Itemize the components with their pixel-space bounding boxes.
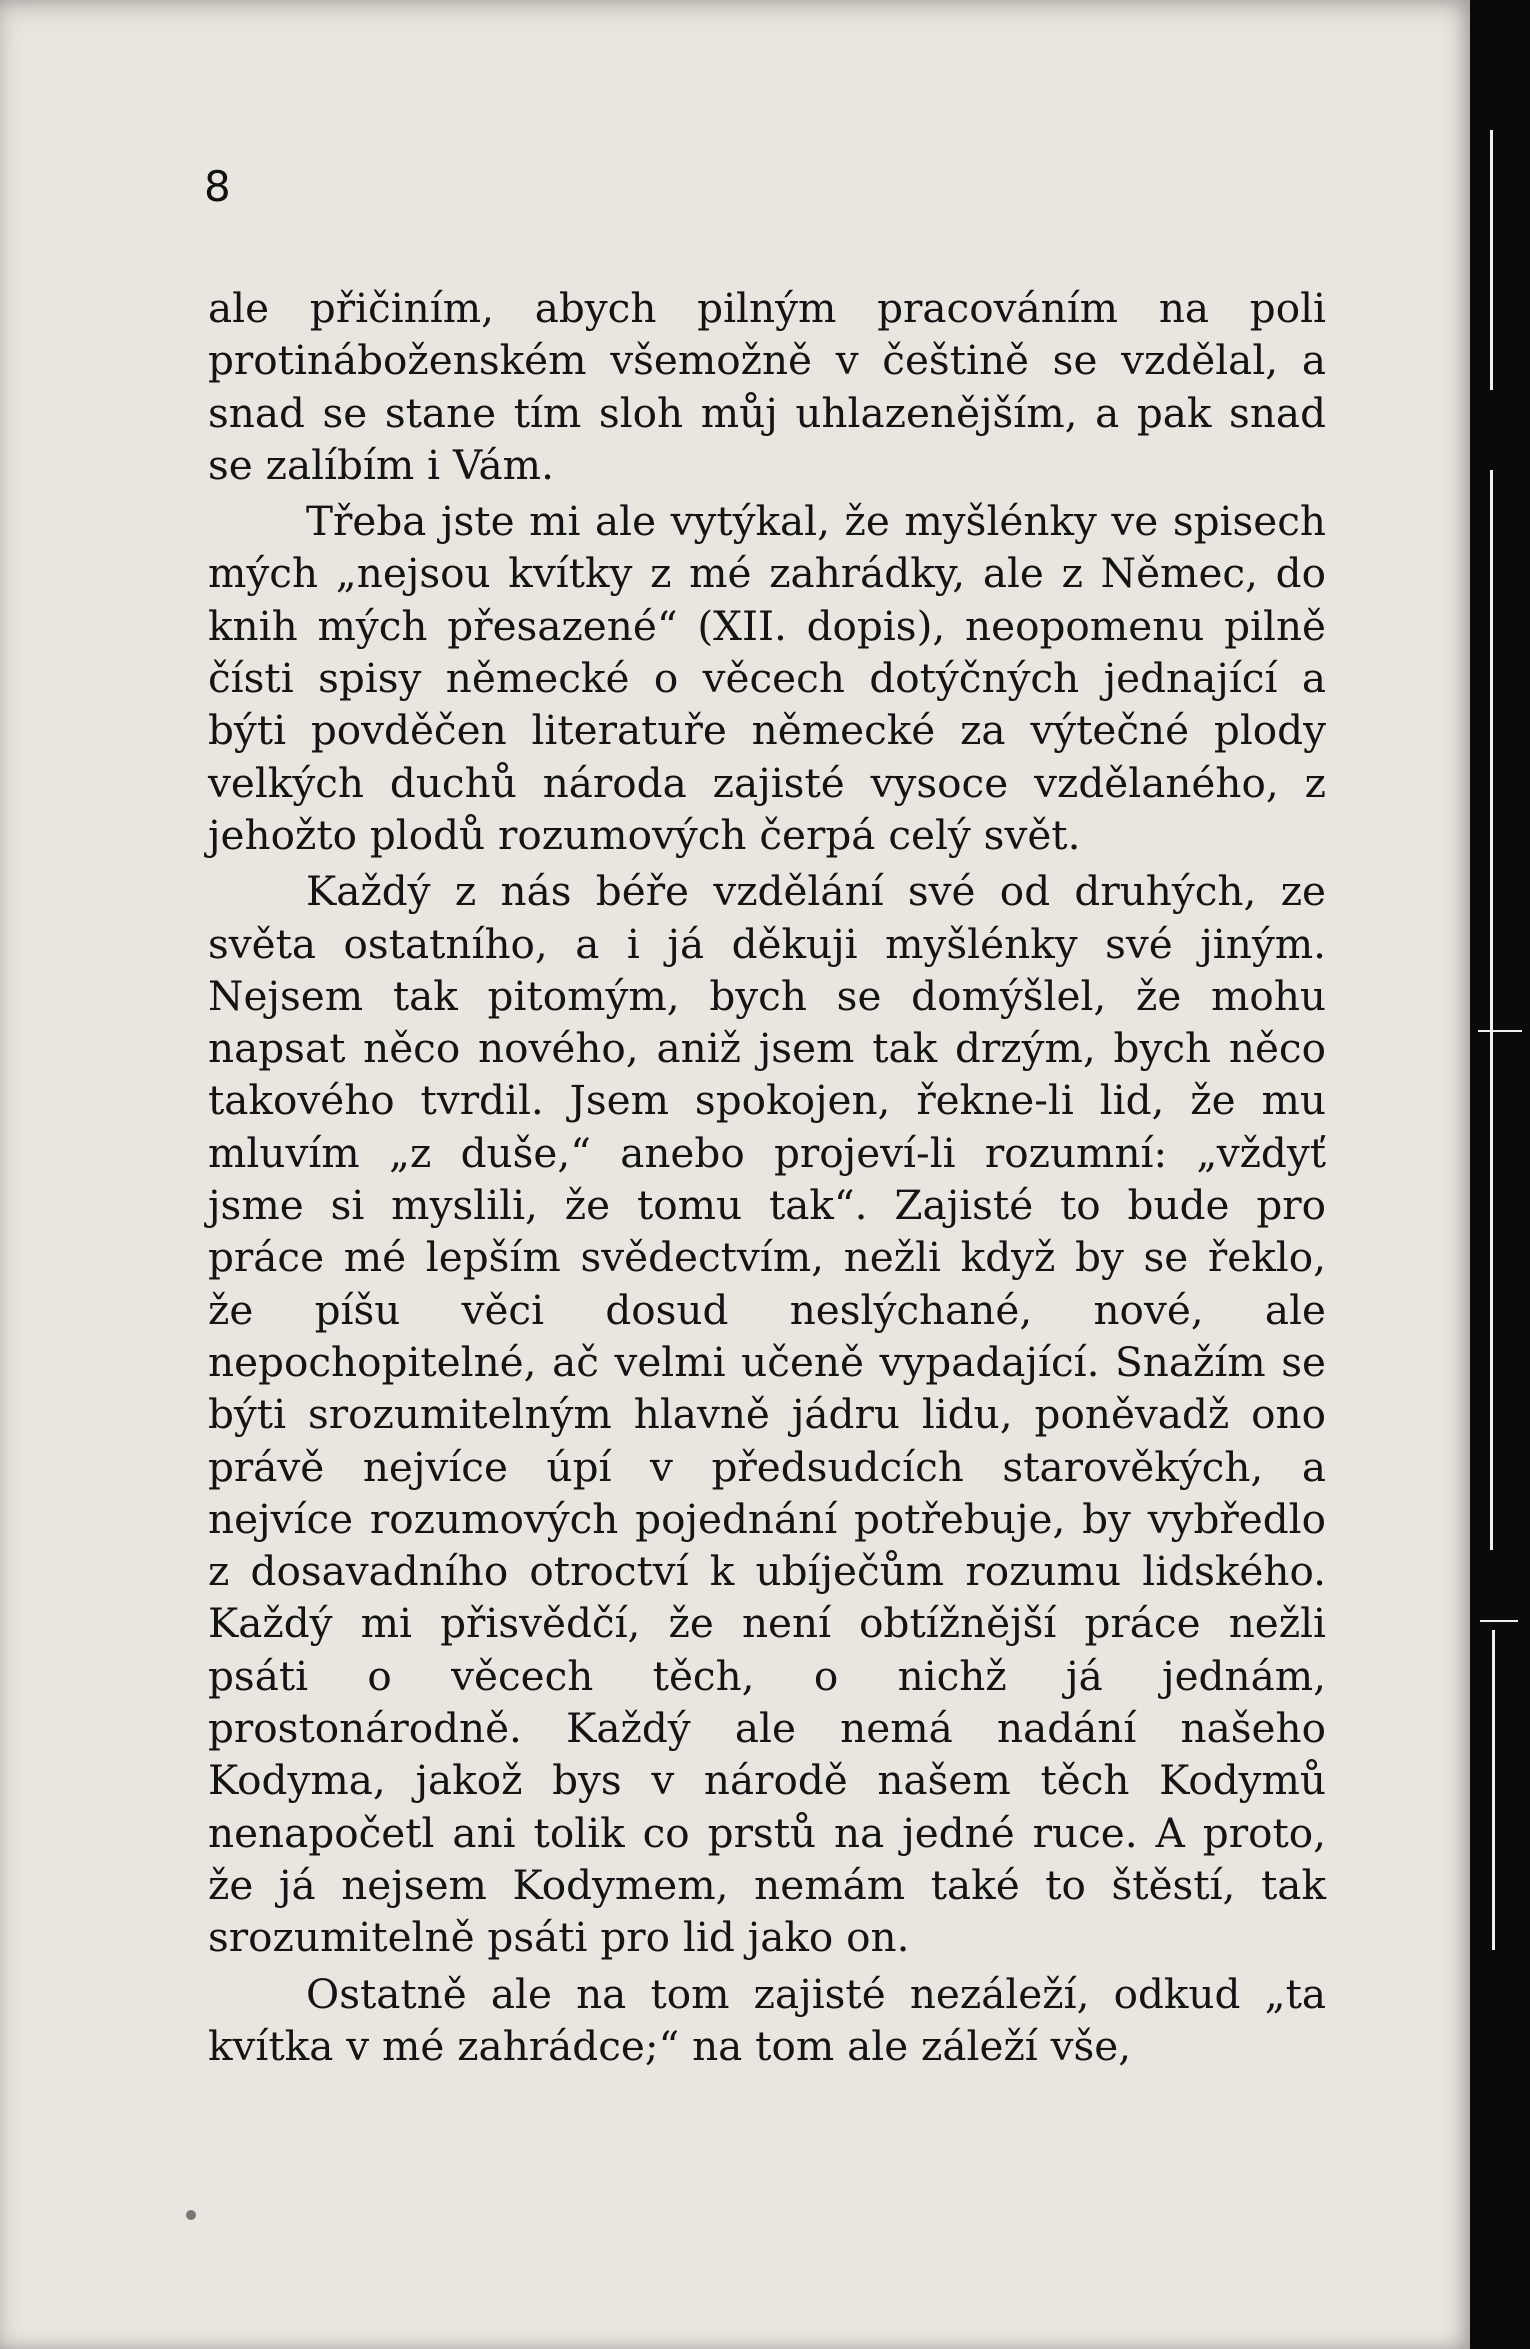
- page-text: [208, 282, 1326, 2076]
- page-number: 8: [204, 162, 231, 211]
- paragraph-1: ale přičiním, abych pilným pracováním na poli protináboženském všemožně v češtině se vzdělal, a snad se stane tím sloh můj uhlazenějším, a pak snad se zalíbím i Vám.: [208, 284, 1326, 489]
- binding-line: [1490, 130, 1493, 390]
- paragraph-4: Ostatně ale na tom zajisté nezáleží, odkud „ta kvítka v mé zahrádce;“ na tom ale záleží vše,: [208, 1969, 1326, 2070]
- binding-line: [1478, 1030, 1522, 1032]
- ink-speck: [186, 2210, 196, 2220]
- paragraph-2: Třeba jste mi ale vytýkal, že myšlénky ve spisech mých „nejsou kvítky z mé zahrádky, ale z Němec, do knih mých přesazené“ (XII. dopis), neopomenu pilně čísti spisy německé o věcech dotýčných jednající a býti povděčen literatuře německé za výtečné plody velkých duchů národa zajisté vysoce vzdělaného, z jehožto plodů rozumových čerpá celý svět.: [208, 497, 1326, 859]
- binding-line: [1480, 1620, 1518, 1622]
- binding-line: [1490, 470, 1493, 1550]
- paragraph-3: Každý z nás béře vzdělání své od druhých, ze světa ostatního, a i já děkuji myšlénky své jiným. Nejsem tak pitomým, bych se domýšlel, že mohu napsat něco nového, aniž jsem tak drzým, bych něco takového tvrdil. Jsem spokojen, řekne-li lid, že mu mluvím „z duše,“ anebo projeví-li rozumní: „vždyť jsme si myslili, že tomu tak“. Zajisté to bude pro práce mé lepším svědectvím, nežli když by se řeklo, že píšu věci dosud neslýchané, nové, ale nepochopitelné, ač velmi učeně vypadající. Snažím se býti srozumitelným hlavně jádru lidu, poněvadž ono právě nejvíce úpí v předsudcích starověkých, a nejvíce rozumových pojednání potřebuje, by vybředlo z dosavadního otroctví k ubíječům rozumu lidského. Každý mi přisvědčí, že není obtížnější práce nežli psáti o věcech těch, o nichž já jednám, prostonárodně. Každý ale nemá nadání našeho Kodyma, jakož bys v národě našem těch Kodymů nenapočetl ani tolik co prstů na jedné ruce. A proto, že já nejsem Kodymem, nemám také to štěstí, tak srozumitelně psáti pro lid jako on.: [208, 867, 1326, 1962]
- binding-line: [1492, 1630, 1495, 1950]
- binding-edge: [1470, 0, 1530, 2349]
